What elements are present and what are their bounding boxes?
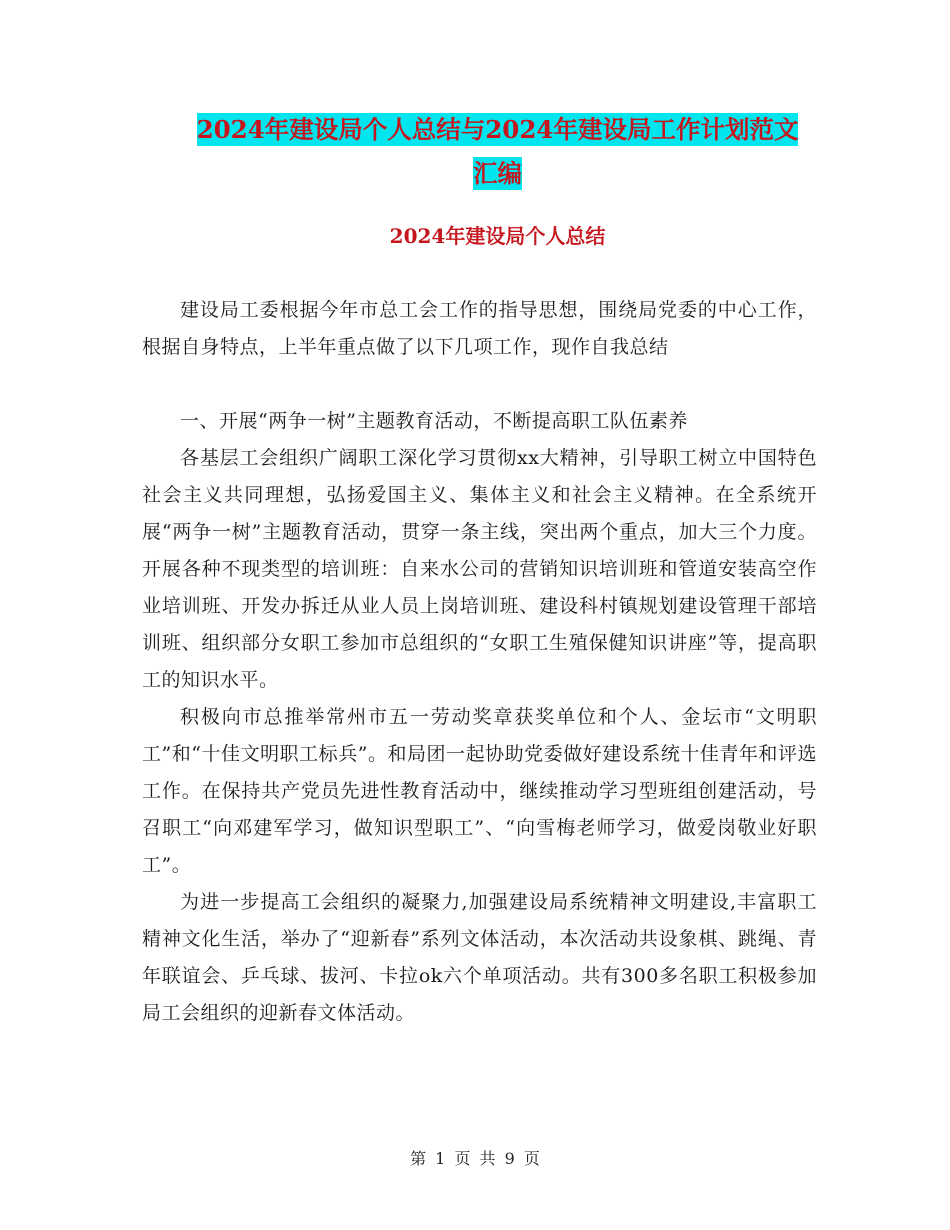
document-title-line-1: 2024年建设局个人总结与2024年建设局工作计划范文: [196, 115, 799, 144]
paragraph-intro: 建设局工委根据今年市总工会工作的指导思想，围绕局党委的中心工作，根据自身特点，上半年重点做了以下几项工作，现作自我总结: [142, 299, 817, 358]
document-body: [142, 292, 817, 1032]
paragraph-activities: 为进一步提高工会组织的凝聚力,加强建设局系统精神文明建设,丰富职工精神文化生活，举办了“迎新春”系列文体活动，本次活动共设象棋、跳绳、青年联谊会、乒乓球、拔河、卡拉ok六个单项活动。共有300多名职工积极参加局工会组织的迎新春文体活动。: [142, 891, 817, 1024]
page-footer: 第 1 页 共 9 页: [410, 1149, 540, 1168]
paragraph-training: 各基层工会组织广阔职工深化学习贯彻xx大精神，引导职工树立中国特色社会主义共同理想，弘扬爱国主义、集体主义和社会主义精神。在全系统开展“两争一树”主题教育活动，贯穿一条主线，突出两个重点，加大三个力度。开展各种不现类型的培训班：自来水公司的营销知识培训班和管道安装高空作业培训班、开发办拆迁从业人员上岗培训班、建设科村镇规划建设管理干部培训班、组织部分女职工参加市总组织的“女职工生殖保健知识讲座”等，提高职工的知识水平。: [142, 447, 817, 691]
section-title: 2024年建设局个人总结: [389, 224, 606, 248]
document-title: [140, 108, 855, 196]
paragraph-heading-1: 一、开展“两争一树”主题教育活动，不断提高职工队伍素养: [180, 410, 688, 432]
paragraph-awards: 积极向市总推举常州市五一劳动奖章获奖单位和个人、金坛市“文明职工”和“十佳文明职工标兵”。和局团一起协助党委做好建设系统十佳青年和评选工作。在保持共产党员先进性教育活动中，继续推动学习型班组创建活动，号召职工“向邓建军学习，做知识型职工”、“向雪梅老师学习，做爱岗敬业好职工”。: [142, 706, 817, 876]
document-title-line-2: 汇编: [473, 159, 522, 188]
